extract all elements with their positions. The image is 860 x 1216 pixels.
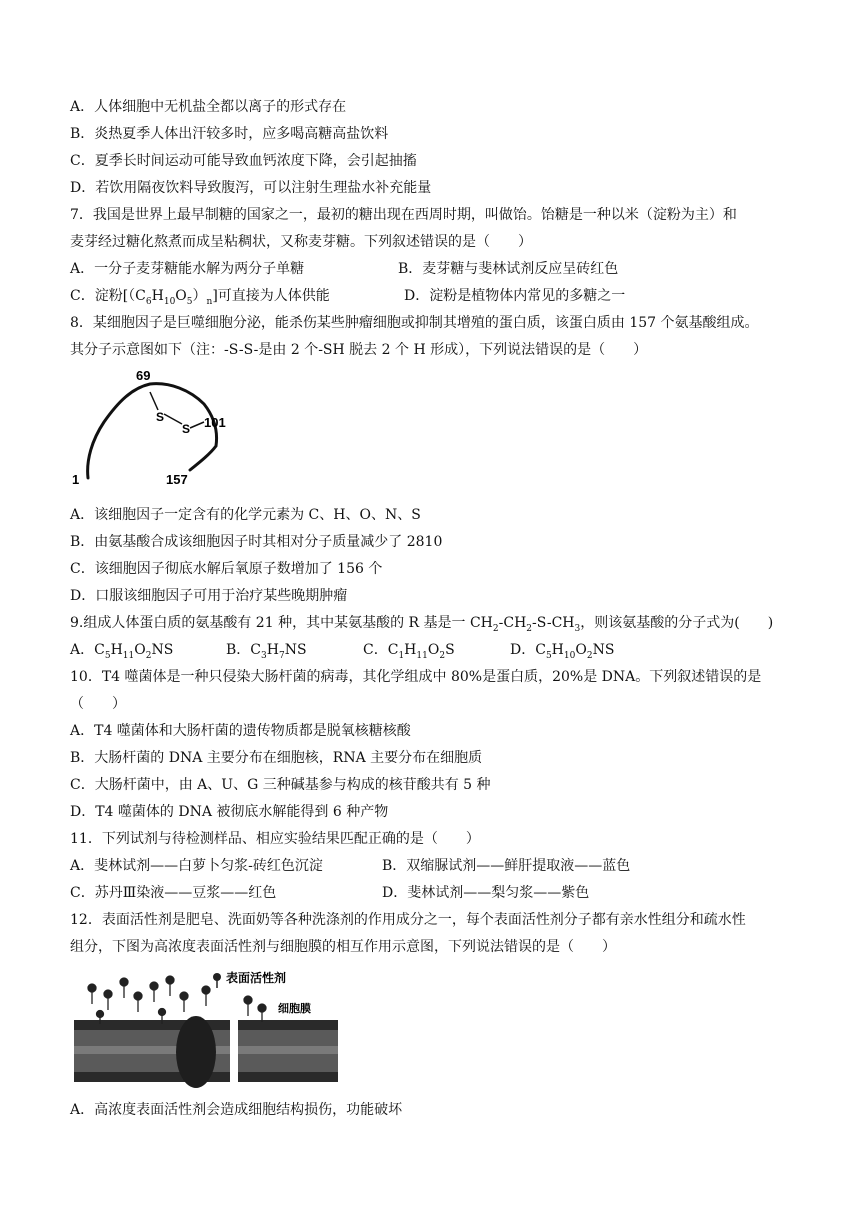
disulfide-link-1 [150,392,158,410]
q10-option-d: D．T4 噬菌体的 DNA 被彻底水解能得到 6 种产物 [70,804,389,820]
q11-option-d: D．斐林试剂——梨匀浆——紫色 [382,885,590,901]
q6-option-c: C．夏季长时间运动可能导致血钙浓度下降，会引起抽搐 [70,153,417,169]
q11-stem: 11．下列试剂与待检测样品、相应实验结果匹配正确的是（ ） [70,831,480,847]
label-residue-69: 69 [136,370,151,383]
q12-stem-line-2: 组分，下图为高浓度表面活性剂与细胞膜的相互作用示意图，下列说法错误的是（ ） [70,939,616,955]
legend-surfactant-label: 表面活性剂 [226,971,287,985]
q10-option-b: B．大肠杆菌的 DNA 主要分布在细胞核，RNA 主要分布在细胞质 [70,750,483,766]
membrane-protein [176,1016,216,1088]
protein-chain-figure [70,370,240,490]
q6-option-a: A．人体细胞中无机盐全都以离子的形式存在 [70,99,347,115]
label-residue-1: 1 [72,472,80,487]
surfactant-legend-icon [213,973,221,981]
q9-option-c: C．$C_1H_{11}O_2S$ [363,642,455,661]
q9-option-d: D．$C_5H_{10}O_2NS$ [510,642,615,661]
q8-option-d: D．口服该细胞因子可用于治疗某些晚期肿瘤 [70,588,348,604]
q11-option-b: B．双缩脲试剂——鲜肝提取液——蓝色 [382,858,631,874]
q8-stem-line-1: 8．某细胞因子是巨噬细胞分泌，能杀伤某些肿瘤细胞或抑制其增殖的蛋白质，该蛋白质由 157 个氨基酸组成。 [70,315,759,331]
q6-option-d: D．若饮用隔夜饮料导致腹泻，可以注射生理盐水补充能量 [70,180,432,196]
q11-option-a: A．斐林试剂——白萝卜匀浆-砖红色沉淀 [70,858,323,874]
q9-option-b: B．$C_3H_7NS$ [226,642,307,661]
q8-option-b: B．由氨基酸合成该细胞因子时其相对分子质量减少了 2810 [70,534,443,550]
q9-option-a: A．$C_5H_{11}O_2NS$ [70,642,174,661]
q11-option-c: C．苏丹Ⅲ染液——豆浆——红色 [70,885,277,901]
label-sulfur-1: S [156,410,165,424]
q8-option-c: C．该细胞因子彻底水解后氧原子数增加了 156 个 [70,561,383,577]
membrane-surfactant-figure [72,966,342,1090]
q10-option-a: A．T4 噬菌体和大肠杆菌的遗传物质都是脱氧核糖核酸 [70,723,411,739]
membrane-label: 细胞膜 [278,1003,311,1015]
q9-stem: 9.组成人体蛋白质的氨基酸有 21 种，其中某氨基酸的 R 基是一 $CH_2-CH_2-S-CH_3$，则该氨基酸的分子式为( ) [70,615,774,634]
q10-option-c: C．大肠杆菌中，由 A、U、G 三种碱基参与构成的核苷酸共有 5 种 [70,777,491,793]
q10-stem-line-1: 10．T4 噬菌体是一种只侵染大肠杆菌的病毒，其化学组成中 80%是蛋白质，20%是 DNA。下列叙述错误的是 [70,669,762,685]
label-sulfur-2: S [182,422,191,436]
q12-option-a: A．高浓度表面活性剂会造成细胞结构损伤，功能破坏 [70,1102,403,1118]
q7-option-d: D．淀粉是植物体内常见的多糖之一 [404,288,626,304]
q6-option-b: B．炎热夏季人体出汗较多时，应多喝高糖高盐饮料 [70,126,389,142]
q8-stem-line-2: 其分子示意图如下（注：-S-S-是由 2 个-SH 脱去 2 个 H 形成），下列说法错误的是（ ） [70,342,648,358]
label-residue-157: 157 [166,472,188,487]
q7-option-b: B．麦芽糖与斐林试剂反应呈砖红色 [398,261,619,277]
q12-stem-line-1: 12．表面活性剂是肥皂、洗面奶等各种洗涤剂的作用成分之一，每个表面活性剂分子都有亲水性组分和疏水性 [70,912,746,928]
q7-option-c: C．淀粉$[(C_6H_{10}O_5)_n]$可直接为人体供能 [70,288,330,307]
disulfide-link-2 [164,414,182,424]
q8-option-a: A．该细胞因子一定含有的化学元素为 C、H、O、N、S [70,507,421,523]
q7-stem-line-2: 麦芽经过糖化熬煮而成呈粘稠状，又称麦芽糖。下列叙述错误的是（ ） [70,234,532,250]
q7-stem-line-1: 7．我国是世界上最早制糖的国家之一，最初的糖出现在西周时期，叫做饴。饴糖是一种以米（淀粉为主）和 [70,207,737,223]
q10-stem-line-2: （ ） [70,696,126,712]
q7-option-a: A．一分子麦芽糖能水解为两分子单糖 [70,261,305,277]
label-residue-101: 101 [204,415,226,430]
disulfide-link-3 [190,422,204,428]
